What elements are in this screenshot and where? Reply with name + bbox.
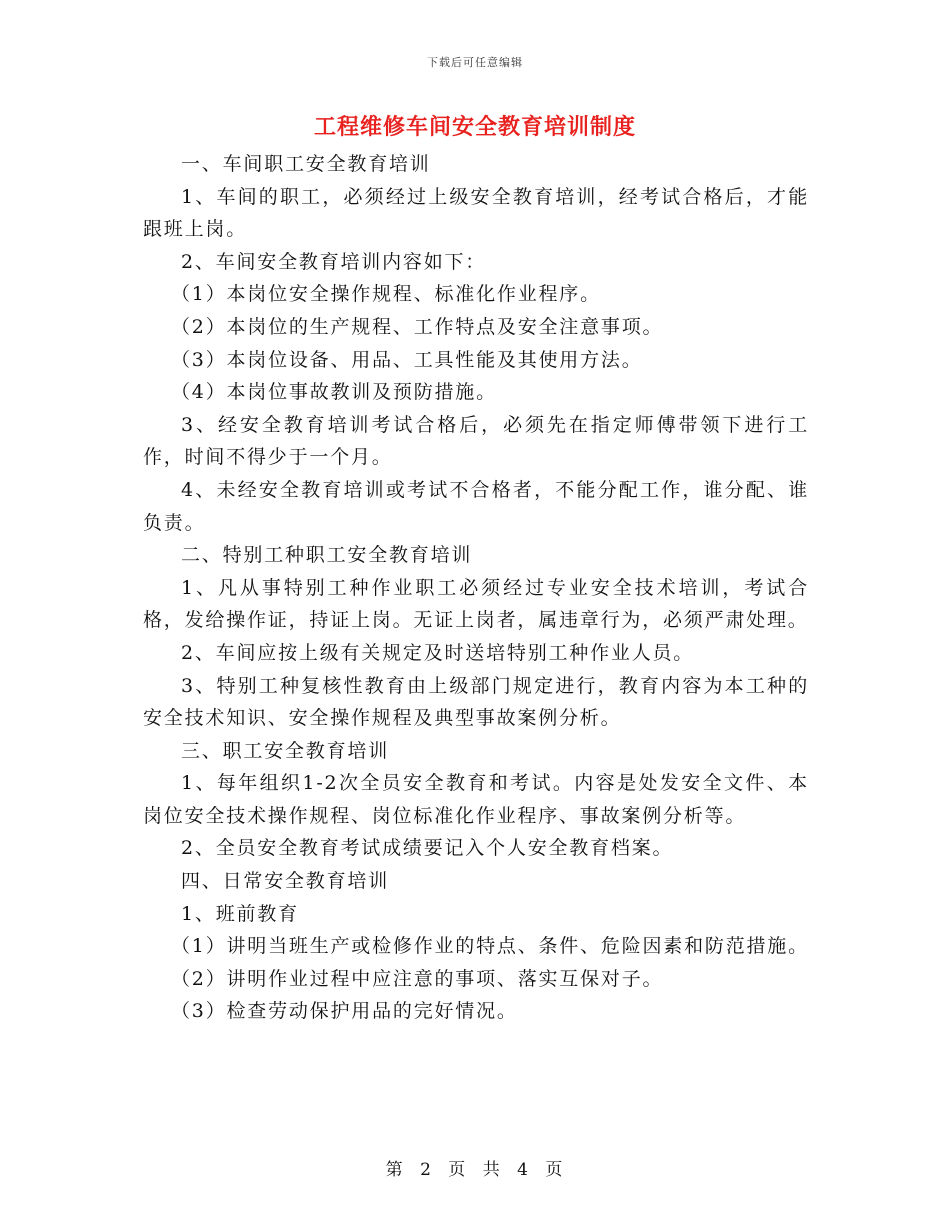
paragraph-1-1: 1、车间的职工，必须经过上级安全教育培训，经考试合格后，才能跟班上岗。 bbox=[143, 185, 809, 241]
document-body bbox=[143, 148, 809, 1028]
sub-item-1-2-3: （3）本岗位设备、用品、工具性能及其使用方法。 bbox=[171, 348, 643, 371]
paragraph-1-2: 2、车间安全教育培训内容如下： bbox=[181, 250, 487, 273]
sub-item-1-2-2: （2）本岗位的生产规程、工作特点及安全注意事项。 bbox=[171, 315, 664, 338]
header-note: 下载后可任意编辑 bbox=[427, 56, 523, 69]
paragraph-1-3: 3、经安全教育培训考试合格后，必须先在指定师傅带领下进行工作，时间不得少于一个月。 bbox=[143, 413, 809, 469]
section-heading-1: 一、车间职工安全教育培训 bbox=[181, 153, 431, 175]
paragraph-2-3: 3、特别工种复核性教育由上级部门规定进行，教育内容为本工种的安全技术知识、安全操作规程及典型事故案例分析。 bbox=[143, 674, 809, 730]
paragraph-3-1: 1、每年组织1-2次全员安全教育和考试。内容是处发安全文件、本岗位安全技术操作规程、岗位标准化作业程序、事故案例分析等。 bbox=[143, 772, 809, 827]
document-title: 工程维修车间安全教育培训制度 bbox=[313, 114, 636, 140]
section-heading-2: 二、特别工种职工安全教育培训 bbox=[181, 544, 473, 567]
sub-item-4-1-2: （2）讲明作业过程中应注意的事项、落实互保对子。 bbox=[171, 967, 664, 990]
paragraph-2-1: 1、凡从事特别工种作业职工必须经过专业安全技术培训，考试合格，发给操作证，持证上岗。无证上岗者，属违章行为，必须严肃处理。 bbox=[143, 576, 809, 632]
sub-item-4-1-1: （1）讲明当班生产或检修作业的特点、条件、危险因素和防范措施。 bbox=[171, 935, 809, 958]
page-footer: 第 2 页 共 4 页 bbox=[385, 1160, 565, 1180]
sub-item-1-2-4: （4）本岗位事故教训及预防措施。 bbox=[171, 381, 497, 404]
section-heading-4: 四、日常安全教育培训 bbox=[181, 870, 390, 893]
paragraph-1-4: 4、未经安全教育培训或考试不合格者，不能分配工作，谁分配、谁负责。 bbox=[143, 478, 809, 534]
paragraph-2-2: 2、车间应按上级有关规定及时送培特别工种作业人员。 bbox=[181, 641, 695, 664]
sub-item-4-1-3: （3）检查劳动保护用品的完好情况。 bbox=[171, 1000, 518, 1023]
paragraph-4-1: 1、班前教育 bbox=[181, 902, 299, 925]
paragraph-3-2: 2、全员安全教育考试成绩要记入个人安全教育档案。 bbox=[181, 837, 674, 860]
sub-item-1-2-1: （1）本岗位安全操作规程、标准化作业程序。 bbox=[171, 283, 601, 306]
section-heading-3: 三、职工安全教育培训 bbox=[181, 739, 390, 762]
